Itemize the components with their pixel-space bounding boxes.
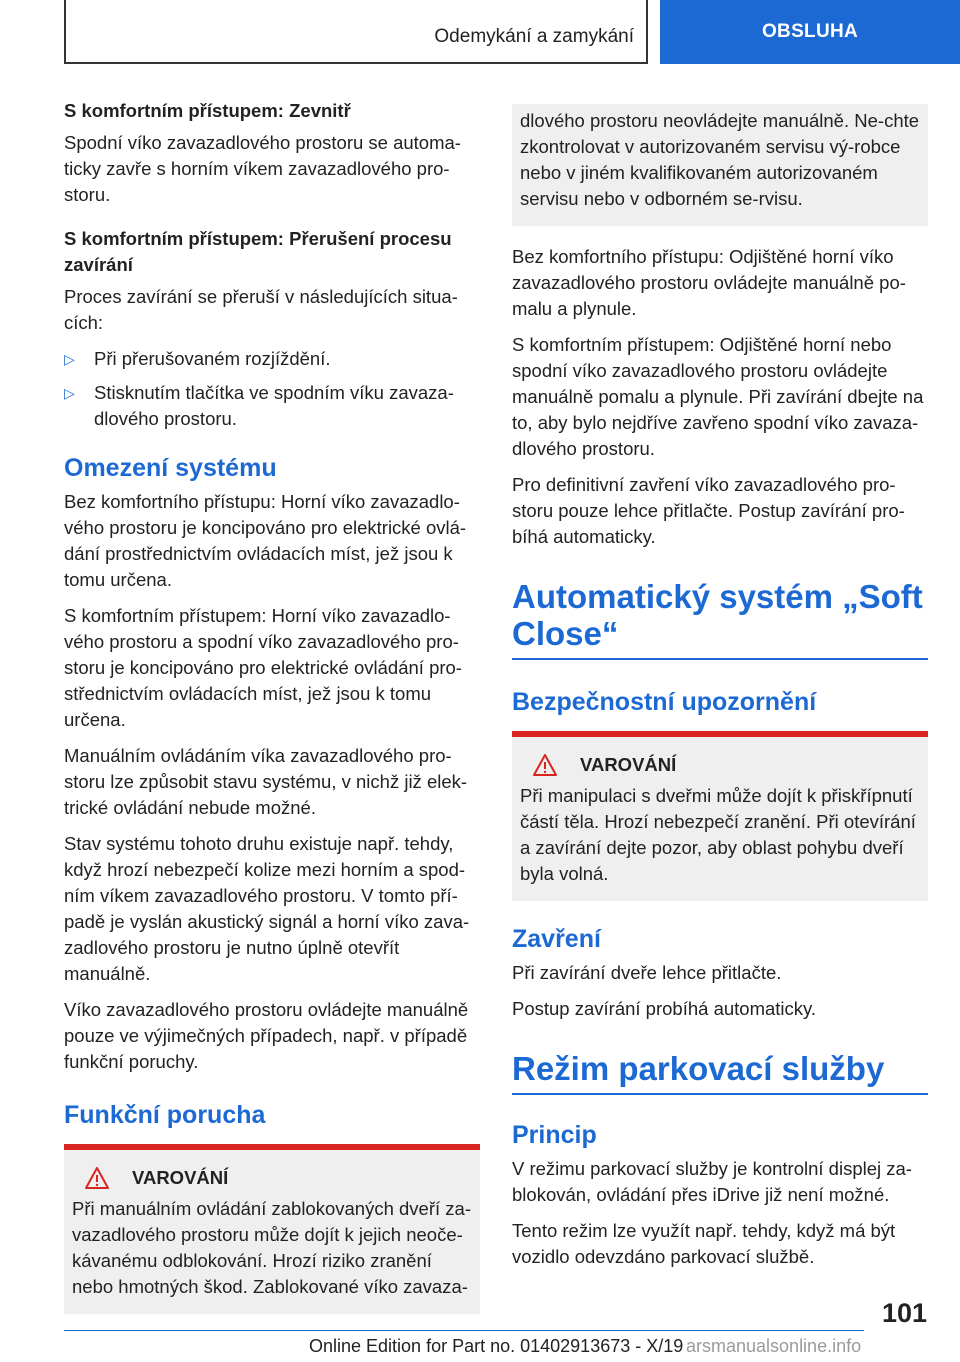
heading-funkcni-porucha: Funkční porucha [64, 1101, 266, 1129]
subheading-zevnitr: S komfortním přístupem: Zevnitř [64, 100, 351, 121]
triangle-bullet-icon: ▷ [64, 385, 75, 401]
paragraph: Bez komfortního přístupu: Horní víko zavazadlo-vého prostoru je koncipováno pro elektrické ovlá-dání prostřednictvím ovládacích míst, jež jsou k tomu určena. [64, 491, 467, 590]
paragraph: V režimu parkovací služby je kontrolní displej za-blokován, ovládání přes iDrive již není možné. [512, 1158, 912, 1205]
heading-omezeni-systemu: Omezení systému [64, 454, 277, 482]
warning-title: VAROVÁNÍ [580, 754, 677, 775]
triangle-bullet-icon: ▷ [64, 351, 75, 367]
list-item: ▷ Stisknutím tlačítka ve spodním víku zavaza-dlového prostoru. [64, 382, 454, 429]
paragraph: Pro definitivní zavření víko zavazadlového pro-storu pouze lehce přitlačte. Postup zavírání pro-bíhá automaticky. [512, 474, 905, 547]
list-item: ▷ Při přerušovaném rozjíždění. [64, 346, 480, 372]
paragraph: S komfortním přístupem: Horní víko zavazadlo-vého prostoru a spodní víko zavazadlového pro-storu je koncipováno pro elektrické ovládání pro-střednictvím ovládacích míst, jež jsou k tomu určena. [64, 605, 462, 730]
paragraph: Postup zavírání probíhá automaticky. [512, 998, 817, 1019]
warning-box [512, 731, 928, 901]
footer-divider [64, 1330, 864, 1331]
paragraph: Víko zavazadlového prostoru ovládejte manuálně pouze ve výjimečných případech, např. v případě funkční poruchy. [64, 999, 469, 1072]
paragraph: Při zavírání dveře lehce přitlačte. [512, 962, 782, 983]
paragraph: Bez komfortního přístupu: Odjištěné horní víko zavazadlového prostoru ovládejte manuálně po-malu a plynule. [512, 246, 906, 319]
footer-edition: Online Edition for Part no. 01402913673 - X/19 [309, 1336, 684, 1356]
watermark: arsmanualsonline.info [686, 1336, 862, 1356]
warning-box [64, 1144, 480, 1314]
warning-triangle-icon [84, 1166, 110, 1190]
warning-text: dlového prostoru neovládejte manuálně. Ne-chte zkontrolovat v autorizovaném servisu vý-robce nebo v jiném kvalifikovaném autorizovaném servisu nebo v odborném se-rvisu. [520, 110, 920, 209]
heading-soft-close: Automatický systém „Soft Close“ [512, 578, 928, 660]
header-section-title: Odemykání a zamykání [434, 26, 634, 47]
paragraph: Manuálním ovládáním víka zavazadlového pro-storu lze způsobit stavu systému, v nichž již elek-trické ovládání nebude možné. [64, 745, 468, 818]
heading-rezim-parkovaci-sluzby: Režim parkovací služby [512, 1050, 928, 1095]
header-tab-obsluha[interactable]: OBSLUHA [660, 0, 960, 64]
warning-header [520, 753, 920, 777]
warning-title: VAROVÁNÍ [132, 1167, 229, 1188]
left-column [64, 98, 480, 1314]
warning-text: Při manipulaci s dveřmi může dojít k přiskřípnutí částí těla. Hrozí nebezpečí zranění. Při otevírání a zavírání dejte pozor, aby oblast pohybu dveří byla volná. [520, 785, 916, 884]
paragraph: S komfortním přístupem: Odjištěné horní nebo spodní víko zavazadlového prostoru ovládejte manuálně pomalu a plynule. Při zavírání dbejte na to, aby bylo nejdříve zavřeno spodní víko zavaza-dlového prostoru. [512, 334, 924, 459]
heading-princip: Princip [512, 1121, 597, 1149]
heading-bezpecnostni-upozorneni: Bezpečnostní upozornění [512, 688, 817, 716]
heading-zavreni: Zavření [512, 925, 601, 953]
warning-header [72, 1166, 472, 1190]
right-column [512, 104, 928, 1280]
paragraph: Proces zavírání se přeruší v následujících situa-cích: [64, 286, 458, 333]
warning-text: Při manuálním ovládání zablokovaných dveří za-vazadlového prostoru může dojít k jejich neoče-kávanému odblokování. Hrozí riziko zranění nebo hmotných škod. Zablokované víko zavaza- [72, 1198, 471, 1297]
subheading-preruseni: S komfortním přístupem: Přerušení procesu zavírání [64, 228, 452, 275]
paragraph: Spodní víko zavazadlového prostoru se automa-ticky zavře s horním víkem zavazadlového pro-storu. [64, 132, 461, 205]
paragraph: Stav systému tohoto druhu existuje např. tehdy, když hrozí nebezpečí kolize mezi horním a spod-ním víkem zavazadlového prostoru. V tomto pří-padě je vyslán akustický signál a horní víko zava-zadlového prostoru je nutno úplně otevřít manuálně. [64, 833, 470, 984]
warning-triangle-icon [532, 753, 558, 777]
warning-box-continued [512, 104, 928, 226]
paragraph: Tento režim lze využít např. tehdy, když má být vozidlo odevzdáno parkovací službě. [512, 1220, 896, 1267]
bullet-list [64, 346, 480, 432]
page-number: 101 [882, 1298, 928, 1328]
